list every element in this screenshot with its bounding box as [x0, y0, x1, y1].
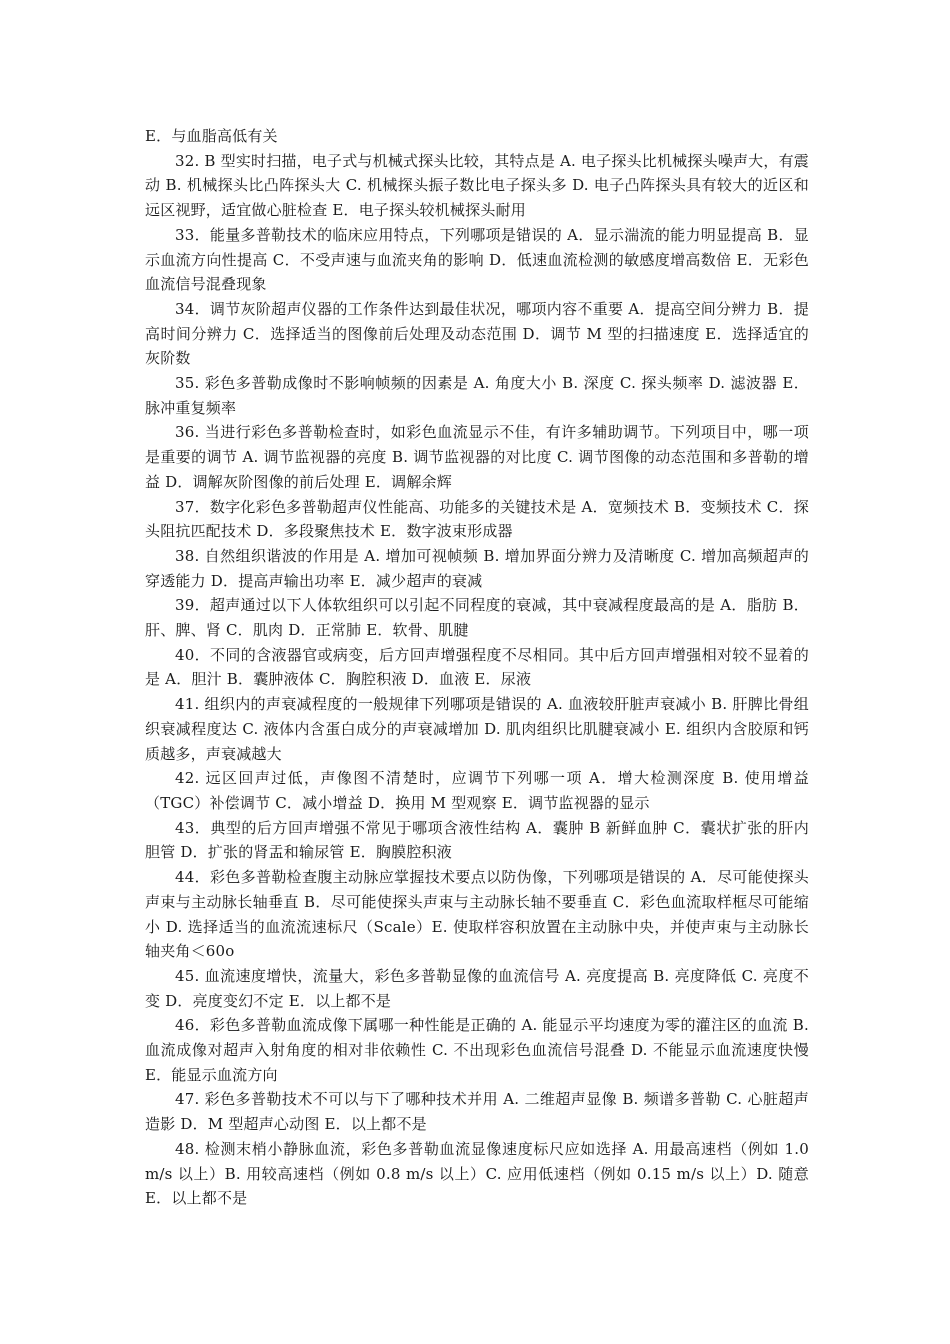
question-33: 33．能量多普勒技术的临床应用特点，下列哪项是错误的 A．显示湍流的能力明显提高 B．显示血流方向性提高 C．不受声速与血流夹角的影响 D．低速血流检测的敏感度增高数倍 E．无彩色血流信号混叠现象 [145, 225, 809, 294]
question-34: 34．调节灰阶超声仪器的工作条件达到最佳状况，哪项内容不重要 A．提高空间分辨力 B．提高时间分辨力 C．选择适当的图像前后处理及动态范围 D．调节 M 型的扫描速度 E．选择适宜的灰阶数 [145, 299, 809, 368]
question-40: 40．不同的含液器官或病变，后方回声增强程度不尽相同。其中后方回声增强相对较不显着的是 A．胆汁 B．囊肿液体 C．胸腔积液 D．血液 E．尿液 [145, 645, 809, 689]
question-35: 35. 彩色多普勒成像时不影响帧频的因素是 A. 角度大小 B. 深度 C. 探头频率 D. 滤波器 E．脉冲重复频率 [145, 374, 809, 417]
question-46: 46．彩色多普勒血流成像下属哪一种性能是正确的 A. 能显示平均速度为零的灌注区的血流 B. 血流成像对超声入射角度的相对非依赖性 C. 不出现彩色血流信号混叠 D. 不能显示血流速度快慢 E．能显示血流方向 [145, 1016, 809, 1084]
question-45: 45. 血流速度增快，流量大，彩色多普勒显像的血流信号 A. 亮度提高 B. 亮度降低 C. 亮度不变 D．亮度变幻不定 E．以上都不是 [145, 966, 809, 1010]
question-43: 43．典型的后方回声增强不常见于哪项含液性结构 A．囊肿 B 新鲜血肿 C．囊状扩张的肝内胆管 D．扩张的肾盂和输尿管 E．胸膜腔积液 [145, 818, 809, 862]
question-32: 32. B 型实时扫描，电子式与机械式探头比较，其特点是 A. 电子探头比机械探头噪声大，有震动 B. 机械探头比凸阵探头大 C. 机械探头振子数比电子探头多 D. 电子凸阵探头具有较大的近区和远区视野，适宜做心脏检查 E．电子探头较机械探头耐用 [145, 151, 809, 220]
question-37: 37．数字化彩色多普勒超声仪性能高、功能多的关键技术是 A．宽频技术 B．变频技术 C．探头阻抗匹配技术 D．多段聚焦技术 E．数字波束形成器 [145, 497, 809, 541]
question-44: 44．彩色多普勒检查腹主动脉应掌握技术要点以防伪像，下列哪项是错误的 A．尽可能使探头声束与主动脉长轴垂直 B．尽可能使探头声束与主动脉长轴不要垂直 C．彩色血流取样框尽可能缩小 D. 选择适当的血流流速标尺（Scale）E. 使取样容积放置在主动脉中央，并使声束与主动脉长轴夹角＜60o [145, 868, 809, 961]
document-body [145, 124, 809, 1211]
question-36: 36. 当进行彩色多普勒检查时，如彩色血流显示不佳，有许多辅助调节。下列项目中，哪一项是重要的调节 A. 调节监视器的亮度 B. 调节监视器的对比度 C. 调节图像的动态范围和多普勒的增益 D．调解灰阶图像的前后处理 E．调解余辉 [145, 423, 809, 491]
question-48: 48. 检测末梢小静脉血流，彩色多普勒血流显像速度标尺应如选择 A. 用最高速档（例如 1.0 m/s 以上）B. 用较高速档（例如 0.8 m/s 以上）C. 应用低速档（例如 0.15 m/s 以上）D. 随意 E．以上都不是 [145, 1139, 809, 1208]
question-42: 42. 远区回声过低，声像图不清楚时，应调节下列哪一项 A．增大检测深度 B. 使用增益（TGC）补偿调节 C．减小增益 D．换用 M 型观察 E．调节监视器的显示 [145, 769, 809, 812]
question-41: 41. 组织内的声衰减程度的一般规律下列哪项是错误的 A. 血液较肝脏声衰减小 B. 肝脾比骨组织衰减程度达 C. 液体内含蛋白成分的声衰减增加 D. 肌肉组织比肌腱衰减小 E. 组织内含胶原和钙质越多，声衰减越大 [145, 695, 809, 763]
question-39: 39．超声通过以下人体软组织可以引起不同程度的衰减，其中衰减程度最高的是 A．脂肪 B．肝、脾、肾 C．肌肉 D．正常肺 E．软骨、肌腱 [145, 596, 809, 640]
paragraph-option-e-continuation: E．与血脂高低有关 [145, 127, 278, 145]
question-38: 38. 自然组织谐波的作用是 A. 增加可视帧频 B. 增加界面分辨力及清晰度 C. 增加高频超声的穿透能力 D．提高声输出功率 E．减少超声的衰减 [145, 546, 809, 590]
question-47: 47. 彩色多普勒技术不可以与下了哪种技术并用 A. 二维超声显像 B. 频谱多普勒 C. 心脏超声造影 D．M 型超声心动图 E．以上都不是 [145, 1090, 809, 1134]
